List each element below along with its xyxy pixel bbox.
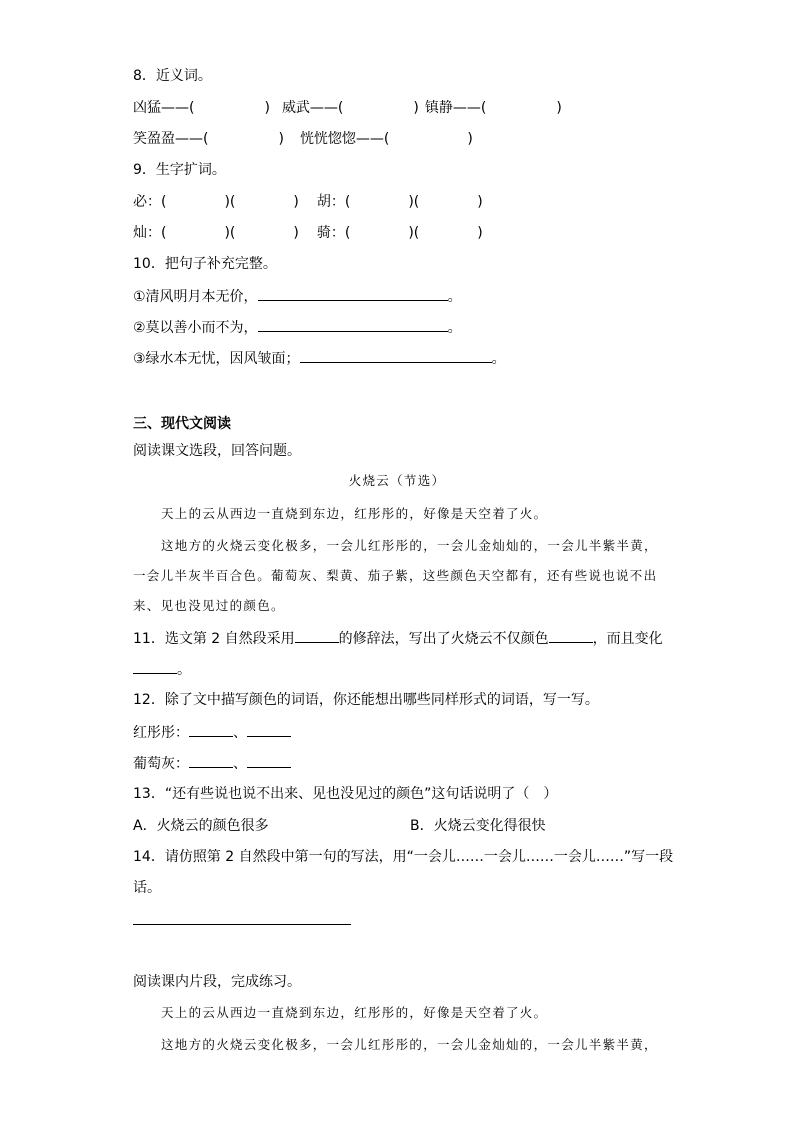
q8-row2: 笑盈盈——( ) 恍恍惚惚——( ) (133, 131, 473, 147)
q10-item3: ③绿水本无忧，因风皱面； 。 (133, 348, 506, 369)
answer-blank[interactable] (133, 659, 177, 674)
q8-row1: 凶猛——( ) 威武——( ) 镇静——( ) (133, 100, 562, 116)
q10-item2: ②莫以善小而不为， 。 (133, 317, 462, 338)
passage-paragraph-2-end: 来、见也没见过的颜色。 (133, 598, 285, 613)
answer-blank[interactable] (189, 722, 233, 737)
answer-blank[interactable] (258, 317, 448, 332)
q8-word1: 凶猛——( (133, 100, 195, 116)
part2-paragraph-1: 天上的云从西边一直烧到东边，红彤彤的，好像是天空着了火。 (161, 1005, 548, 1020)
q9-row1: 必：( )( ) 胡：( )( ) (133, 194, 483, 210)
part2-instruction: 阅读课内片段，完成练习。 (133, 974, 301, 990)
q13-option-b[interactable]: B．火烧云变化得很快 (410, 818, 546, 834)
answer-blank[interactable] (258, 286, 448, 301)
q14-line2: 话。 (133, 880, 161, 896)
answer-blank[interactable] (300, 348, 492, 363)
passage-paragraph-2-cont: 一会儿半灰半百合色。葡萄灰、梨黄、茄子紫，这些颜色天空都有，还有些说也说不出 (133, 568, 658, 583)
passage-title: 火烧云（节选） (348, 473, 446, 488)
q12-row2: 葡萄灰： 、 (133, 753, 291, 774)
part2-paragraph-2: 这地方的火烧云变化极多，一会儿红彤彤的，一会儿金灿灿的，一会儿半紫半黄， (161, 1037, 658, 1052)
q11-cont: 。 (133, 659, 191, 680)
q8-word2: 威武——( (281, 100, 344, 116)
q14-line1: 14．请仿照第 2 自然段中第一句的写法，用“一会儿……一会儿……一会儿……”写一段 (133, 849, 674, 865)
q9-row2: 灿：( )( ) 骑：( )( ) (133, 225, 483, 241)
q10-title: 10．把句子补充完整。 (133, 256, 277, 272)
section-instruction: 阅读课文选段，回答问题。 (133, 443, 301, 459)
q13-title: 13．“还有些说也说不出来、见也没见过的颜色”这句话说明了（ ） (133, 786, 558, 802)
section-title: 三、现代文阅读 (133, 416, 231, 432)
q10-item1: ①清风明月本无价， 。 (133, 286, 462, 307)
q8-word3: 镇静——( (424, 100, 487, 116)
answer-blank[interactable] (189, 753, 233, 768)
q8-title: 8．近义词。 (133, 68, 212, 84)
q14-answer-line[interactable] (133, 924, 351, 925)
q8-word5: 恍恍惚惚——( (299, 131, 390, 147)
q13-option-a[interactable]: A．火烧云的颜色很多 (133, 818, 269, 834)
q8-word4: 笑盈盈——( (133, 131, 209, 147)
answer-blank[interactable] (295, 628, 339, 643)
q9-title: 9．生字扩词。 (133, 162, 226, 178)
answer-blank[interactable] (247, 722, 291, 737)
answer-blank[interactable] (247, 753, 291, 768)
q12-title: 12．除了文中描写颜色的词语，你还能想出哪些同样形式的词语，写一写。 (133, 692, 599, 708)
passage-paragraph-2: 这地方的火烧云变化极多，一会儿红彤彤的，一会儿金灿灿的，一会儿半紫半黄， (161, 538, 658, 553)
passage-paragraph-1: 天上的云从西边一直烧到东边，红彤彤的，好像是天空着了火。 (161, 506, 548, 521)
q11: 11．选文第 2 自然段采用 的修辞法，写出了火烧云不仅颜色 ，而且变化 (133, 628, 663, 649)
answer-blank[interactable] (549, 628, 593, 643)
q12-row1: 红彤彤： 、 (133, 722, 291, 743)
